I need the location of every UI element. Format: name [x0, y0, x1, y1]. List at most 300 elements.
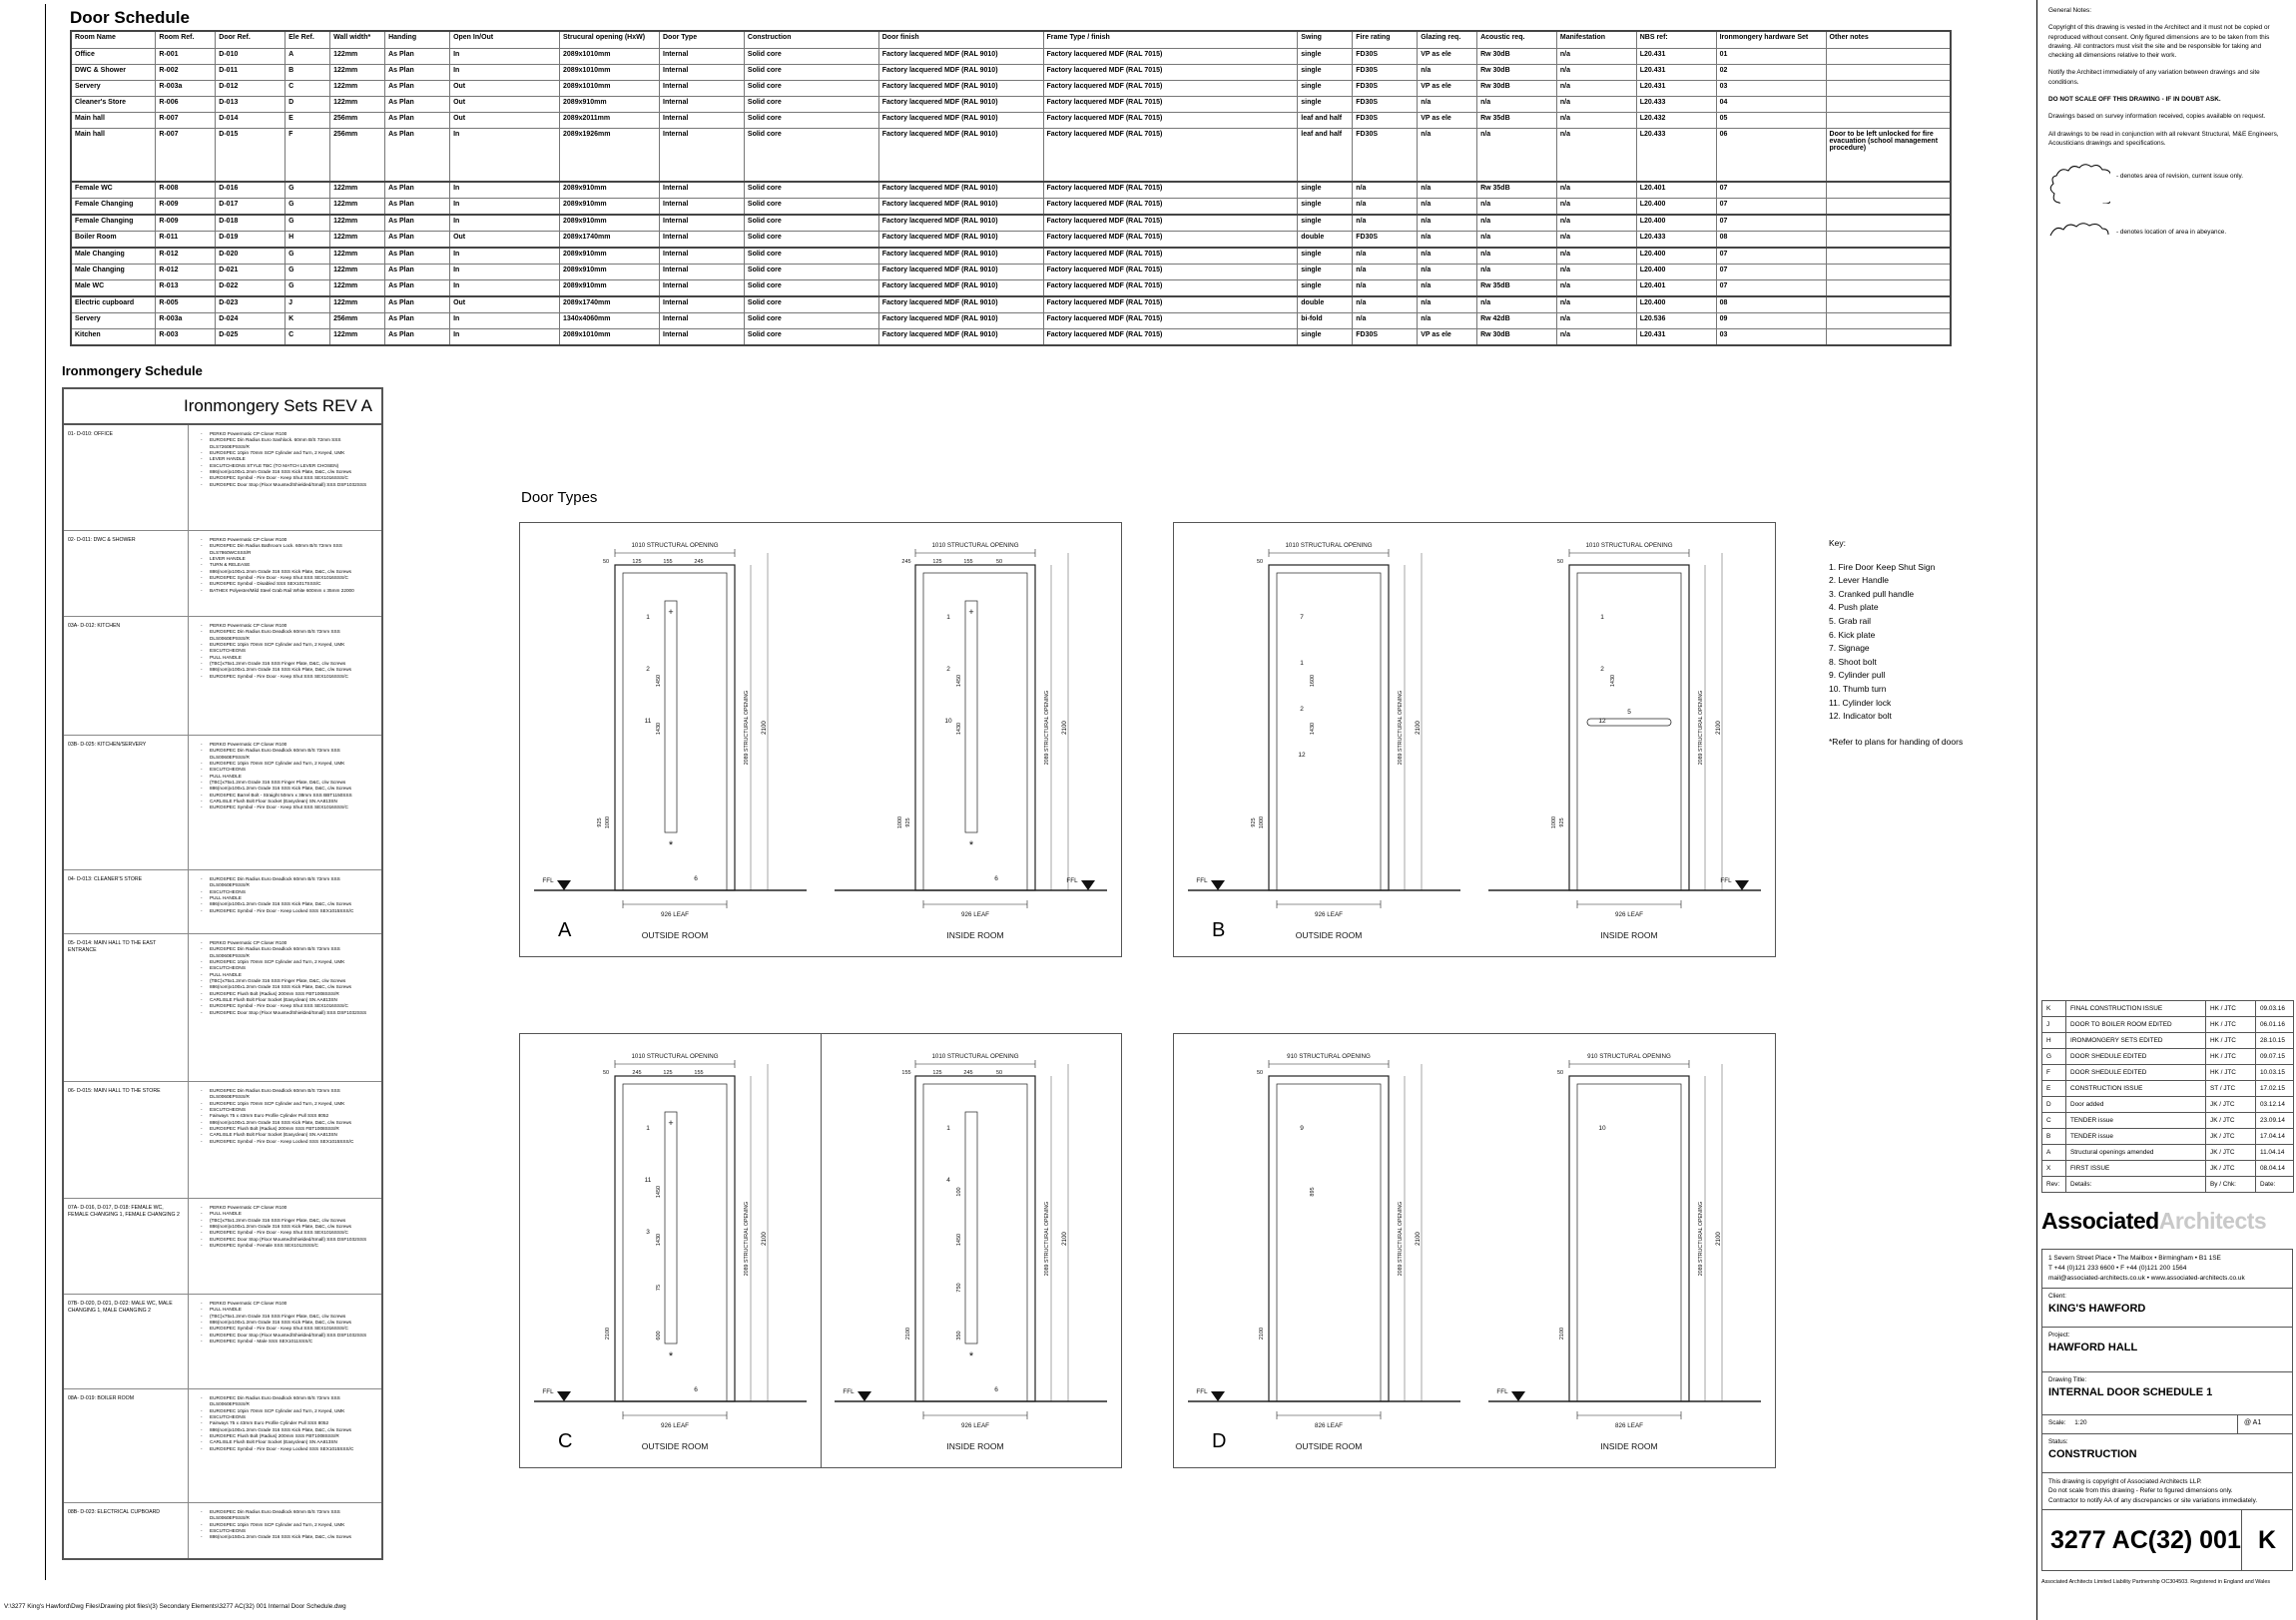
schedule-cell: 2089x910mm	[560, 97, 660, 113]
svg-text:245: 245	[632, 1070, 642, 1076]
schedule-cell: Main hall	[71, 129, 156, 183]
schedule-cell: 2089x910mm	[560, 265, 660, 280]
door-type-panel-a	[519, 522, 1122, 957]
schedule-cell: Internal	[660, 81, 745, 97]
llp-footer: Associated Architects Limited Liability Partnership OC304503. Registered in England and Wales	[2041, 1579, 2271, 1586]
schedule-cell	[1826, 248, 1951, 265]
schedule-cell: Internal	[660, 199, 745, 216]
schedule-cell: Factory lacquered MDF (RAL 7015)	[1043, 65, 1298, 81]
schedule-cell: FD30S	[1353, 232, 1418, 249]
ironmongery-item-text: Fairways 75 x 43mm Euro Profile Cylinder Pull SSS 8052	[210, 1113, 329, 1119]
svg-text:245: 245	[901, 559, 911, 565]
svg-text:2: 2	[946, 666, 950, 673]
svg-text:125: 125	[663, 1070, 673, 1076]
door-type-panel-b	[1173, 522, 1776, 957]
panel-letter: C	[558, 1430, 573, 1452]
revision-table	[2041, 1000, 2294, 1193]
svg-text:1: 1	[1600, 614, 1604, 621]
schedule-cell	[1826, 182, 1951, 199]
schedule-cell: 01	[1716, 49, 1826, 65]
svg-text:INSIDE ROOM: INSIDE ROOM	[946, 1441, 1004, 1451]
svg-text:10: 10	[944, 718, 952, 725]
schedule-cell	[1826, 113, 1951, 129]
svg-text:11: 11	[644, 1177, 652, 1184]
schedule-row	[71, 49, 1951, 65]
schedule-cell: Factory lacquered MDF (RAL 7015)	[1043, 129, 1298, 183]
schedule-cell: Internal	[660, 265, 745, 280]
schedule-cell: L20.400	[1636, 296, 1716, 313]
svg-text:12: 12	[1598, 718, 1606, 725]
schedule-cell: 06	[1716, 129, 1826, 183]
schedule-cell: Solid core	[744, 97, 878, 113]
svg-text:100: 100	[956, 1187, 962, 1197]
bullet-dash: -	[201, 805, 203, 810]
schedule-cell: Out	[450, 232, 560, 249]
revision-row	[2042, 1097, 2294, 1113]
ironmongery-item-text: 886(nom)x150x1.2mm Grade 316 SSS Kick Plate, D&C, c/w Screws	[210, 1534, 351, 1540]
ironmongery-item-text: EUROSPEC Symbol - Female SSS SEX1012SSS/C	[210, 1243, 318, 1249]
scale-value: 1:20	[2074, 1419, 2087, 1427]
schedule-cell: Solid core	[744, 49, 878, 65]
bullet-dash: -	[201, 1307, 203, 1313]
schedule-cell: Servery	[71, 313, 156, 329]
schedule-cell: single	[1298, 265, 1353, 280]
svg-text:FFL: FFL	[843, 1388, 855, 1395]
schedule-cell: Factory lacquered MDF (RAL 7015)	[1043, 313, 1298, 329]
column-header: Open In/Out	[450, 31, 560, 49]
ironmongery-item-text: (TBC)x75x1.2mm Grade 316 SSS Finger Plate, D&C, c/w Screws	[210, 661, 346, 667]
schedule-cell: As Plan	[385, 313, 450, 329]
margin-divider-line	[2036, 0, 2037, 1620]
schedule-cell: single	[1298, 81, 1353, 97]
ironmongery-item-text: EUROSPEC Door Stop (Floor Mounted/Shielded/Small) SSS DSF1032SSS	[210, 481, 367, 487]
ironmongery-item	[201, 908, 377, 914]
ironmongery-table	[62, 387, 383, 1560]
column-header: Door finish	[878, 31, 1043, 49]
svg-text:2089 STRUCTURAL OPENING: 2089 STRUCTURAL OPENING	[744, 1201, 750, 1277]
schedule-row	[71, 113, 1951, 129]
column-header: Handing	[385, 31, 450, 49]
svg-text:*: *	[968, 1350, 974, 1362]
schedule-cell: As Plan	[385, 49, 450, 65]
revision-cell: HK / JTC	[2206, 1017, 2256, 1033]
door-elevation	[1474, 1034, 1775, 1467]
schedule-cell: Factory lacquered MDF (RAL 7015)	[1043, 113, 1298, 129]
schedule-cell: As Plan	[385, 215, 450, 232]
schedule-cell: n/a	[1353, 265, 1418, 280]
bullet-dash: -	[201, 1320, 203, 1326]
column-header: Strucural opening (HxW)	[560, 31, 660, 49]
ironmongery-item-text: CARLISLE Flush Bolt Floor Socket (Easyclean) SN AA813SN	[210, 799, 337, 805]
ironmongery-item-text: (TBC)x75x1.2mm Grade 316 SSS Finger Plate, D&C, c/w Screws	[210, 780, 346, 786]
svg-text:2089 STRUCTURAL OPENING: 2089 STRUCTURAL OPENING	[1398, 1201, 1404, 1277]
svg-text:2100: 2100	[1715, 721, 1722, 735]
ironmongery-item-text: EUROSPEC Din Radius Euro Sashlock. 60mm B/S 72mm SSS DLS7260EPSSS/R	[210, 437, 341, 449]
revision-row	[2042, 1049, 2294, 1065]
schedule-cell: Solid core	[744, 265, 878, 280]
svg-text:1450: 1450	[656, 674, 662, 688]
schedule-cell: n/a	[1418, 280, 1477, 297]
project-name: HAWFORD HALL	[2048, 1342, 2138, 1354]
bullet-dash: -	[201, 475, 203, 481]
address-line-2: T +44 (0)121 233 6600 • F +44 (0)121 200 1564	[2048, 1265, 2187, 1273]
ironmongery-set-items	[188, 1082, 381, 1198]
schedule-cell: VP as ele	[1418, 113, 1477, 129]
bullet-dash: -	[201, 431, 203, 436]
schedule-cell: single	[1298, 49, 1353, 65]
bullet-dash: -	[201, 1088, 203, 1093]
ironmongery-item-text: ESCUTCHEONS	[210, 648, 246, 654]
schedule-cell: n/a	[1477, 97, 1557, 113]
svg-text:+: +	[668, 607, 674, 617]
schedule-cell: As Plan	[385, 182, 450, 199]
schedule-cell: Factory lacquered MDF (RAL 7015)	[1043, 182, 1298, 199]
schedule-cell: Solid core	[744, 280, 878, 297]
ironmongery-item	[201, 437, 377, 450]
key-item: 2. Lever Handle	[1829, 575, 1890, 586]
schedule-cell: Solid core	[744, 182, 878, 199]
schedule-cell: 2089x910mm	[560, 199, 660, 216]
schedule-cell: n/a	[1556, 313, 1636, 329]
svg-text:1430: 1430	[656, 722, 662, 736]
bullet-dash: -	[201, 562, 203, 568]
schedule-cell: Internal	[660, 49, 745, 65]
key-item: 4. Push plate	[1829, 602, 1879, 613]
schedule-cell: single	[1298, 199, 1353, 216]
ironmongery-item	[201, 1010, 377, 1016]
schedule-cell: VP as ele	[1418, 81, 1477, 97]
revision-cloud-legend	[2048, 164, 2288, 204]
svg-text:826 LEAF: 826 LEAF	[1614, 1422, 1644, 1429]
ironmongery-item-text: EUROSPEC Flush Bolt (Radius) 200mm SSS FBT1008SSS/R	[210, 990, 339, 996]
schedule-cell: Internal	[660, 329, 745, 346]
schedule-cell: n/a	[1418, 296, 1477, 313]
schedule-cell: 2089x1010mm	[560, 329, 660, 346]
schedule-cell: As Plan	[385, 113, 450, 129]
svg-text:910 STRUCTURAL OPENING: 910 STRUCTURAL OPENING	[1287, 1053, 1371, 1060]
revision-cell: Structural openings amended	[2066, 1145, 2206, 1161]
ironmongery-item-text: EUROSPEC Din Radius Euro Deadlock 60mm B/S 72mm SSS DLS0060EPSSS/R	[210, 1395, 340, 1407]
ironmongery-item-text: BATHEX Polyester/Mild Steel Grab Rail White 600mm x 35mm 22000	[210, 587, 354, 593]
schedule-cell: In	[450, 313, 560, 329]
svg-text:6: 6	[994, 1386, 998, 1393]
ironmongery-item-text: 886(nom)x100x1.2mm Grade 316 SSS Kick Plate, D&C, c/w Screws	[210, 1320, 351, 1326]
column-header: Wall width*	[330, 31, 385, 49]
schedule-cell: L20.400	[1636, 265, 1716, 280]
bullet-dash: -	[201, 1243, 203, 1249]
schedule-cell: 122mm	[330, 329, 385, 346]
schedule-cell: Office	[71, 49, 156, 65]
schedule-cell: n/a	[1353, 313, 1418, 329]
svg-text:750: 750	[956, 1283, 962, 1293]
bullet-dash: -	[201, 1138, 203, 1144]
door-view-inside	[821, 1034, 1121, 1472]
schedule-cell: Factory lacquered MDF (RAL 9010)	[878, 199, 1043, 216]
svg-text:OUTSIDE ROOM: OUTSIDE ROOM	[1295, 930, 1363, 940]
schedule-cell: Factory lacquered MDF (RAL 7015)	[1043, 248, 1298, 265]
schedule-cell: Male Changing	[71, 248, 156, 265]
ironmongery-item-text: EUROSPEC Symbol - Fire Door - Keep Shut SSS SEX1016SSS/C	[210, 673, 348, 679]
svg-text:1010 STRUCTURAL OPENING: 1010 STRUCTURAL OPENING	[931, 1053, 1019, 1060]
schedule-cell: J	[286, 296, 330, 313]
bullet-dash: -	[201, 792, 203, 798]
schedule-cell: Factory lacquered MDF (RAL 7015)	[1043, 265, 1298, 280]
drawing-title: INTERNAL DOOR SCHEDULE 1	[2048, 1386, 2213, 1399]
schedule-cell: Internal	[660, 296, 745, 313]
svg-text:925: 925	[1559, 817, 1565, 827]
bullet-dash: -	[201, 1113, 203, 1119]
ironmongery-item-text: PULL HANDLE	[210, 971, 242, 977]
bullet-dash: -	[201, 456, 203, 462]
bullet-dash: -	[201, 1528, 203, 1534]
schedule-cell: Factory lacquered MDF (RAL 9010)	[878, 313, 1043, 329]
schedule-cell: Rw 42dB	[1477, 313, 1557, 329]
ironmongery-item-text: EUROSPEC Din Radius Euro Deadlock 60mm B/S 72mm SSS DLS0060EPSSS/R	[210, 1088, 340, 1100]
ironmongery-set-name: 06- D-015: MAIN HALL TO THE STORE	[68, 1088, 161, 1094]
svg-text:50: 50	[1556, 1070, 1564, 1076]
schedule-cell: 122mm	[330, 199, 385, 216]
ironmongery-item-text: PULL HANDLE	[210, 895, 242, 901]
schedule-cell: Internal	[660, 182, 745, 199]
general-notes-title: General Notes:	[2048, 7, 2091, 14]
svg-text:2: 2	[646, 666, 650, 673]
schedule-cell: R-011	[156, 232, 216, 249]
schedule-cell: Male Changing	[71, 265, 156, 280]
door-type-panel-d	[1173, 1033, 1776, 1468]
schedule-cell: single	[1298, 248, 1353, 265]
schedule-cell: 122mm	[330, 97, 385, 113]
ironmongery-set	[64, 735, 381, 869]
schedule-cell: 122mm	[330, 296, 385, 313]
schedule-cell: R-007	[156, 113, 216, 129]
svg-text:1430: 1430	[1610, 674, 1616, 688]
copyright-line-1: This drawing is copyright of Associated Architects LLP.	[2048, 1478, 2202, 1486]
ironmongery-item-text: EUROSPEC Symbol - Fire Door - Keep Locked SSS SEX1015SSS/C	[210, 1138, 354, 1144]
ironmongery-item	[201, 1139, 377, 1145]
column-header: Room Ref.	[156, 31, 216, 49]
schedule-cell: n/a	[1353, 296, 1418, 313]
ironmongery-item-text: (TBC)x75x1.2mm Grade 316 SSS Finger Plate, D&C, c/w Screws	[210, 1217, 346, 1223]
schedule-row	[71, 296, 1951, 313]
bullet-dash: -	[201, 556, 203, 562]
schedule-cell: Factory lacquered MDF (RAL 7015)	[1043, 199, 1298, 216]
bullet-dash: -	[201, 1107, 203, 1113]
schedule-cell: n/a	[1556, 182, 1636, 199]
ironmongery-set-name: 07B- D-020, D-021, D-022: MALE WC, MALE CHANGING 1, MALE CHANGING 2	[68, 1301, 173, 1314]
schedule-row	[71, 265, 1951, 280]
schedule-cell: n/a	[1353, 182, 1418, 199]
title-block	[2041, 1208, 2293, 1585]
svg-text:1010 STRUCTURAL OPENING: 1010 STRUCTURAL OPENING	[631, 542, 719, 549]
schedule-cell: In	[450, 65, 560, 81]
schedule-cell: Female Changing	[71, 215, 156, 232]
general-note-paragraph: Copyright of this drawing is vested in the Architect and it must not be copied or reproduced without consent. Only figured dimensions are to be taken from this drawing. All contractors must visit the site and be responsible for taking and checking all dimensions relative to their work.	[2048, 24, 2270, 60]
bullet-dash: -	[201, 978, 203, 984]
ironmongery-item-text: ESCUTCHEONS	[210, 767, 246, 773]
svg-text:1: 1	[946, 614, 950, 621]
revision-cell: Details:	[2066, 1177, 2206, 1193]
svg-text:926 LEAF: 926 LEAF	[660, 911, 690, 918]
bullet-dash: -	[201, 667, 203, 673]
schedule-cell: Main hall	[71, 113, 156, 129]
bullet-dash: -	[201, 1301, 203, 1306]
schedule-cell: B	[286, 65, 330, 81]
schedule-cell: Factory lacquered MDF (RAL 9010)	[878, 280, 1043, 297]
schedule-cell: 256mm	[330, 113, 385, 129]
schedule-cell: D-019	[216, 232, 286, 249]
revision-cell: 06.01.16	[2256, 1017, 2294, 1033]
schedule-cell: single	[1298, 97, 1353, 113]
revision-cell: HK / JTC	[2206, 1049, 2256, 1065]
schedule-cell: L20.401	[1636, 280, 1716, 297]
schedule-cell: 04	[1716, 97, 1826, 113]
schedule-cell: R-003a	[156, 81, 216, 97]
schedule-cell: 07	[1716, 199, 1826, 216]
ironmongery-set-name: 08B- D-023: ELECTRICAL CUPBOARD	[68, 1509, 161, 1515]
svg-text:155: 155	[694, 1070, 704, 1076]
schedule-cell: In	[450, 49, 560, 65]
svg-text:OUTSIDE ROOM: OUTSIDE ROOM	[641, 1441, 709, 1451]
bullet-dash: -	[201, 876, 203, 881]
schedule-cell: L20.400	[1636, 248, 1716, 265]
key-note: *Refer to plans for handing of doors	[1829, 736, 1964, 747]
bullet-dash: -	[201, 786, 203, 792]
schedule-cell: L20.400	[1636, 215, 1716, 232]
schedule-cell: Solid core	[744, 81, 878, 97]
svg-text:926 LEAF: 926 LEAF	[660, 1422, 690, 1429]
ironmongery-item-text: Fairways 75 x 43mm Euro Profile Cylinder Pull SSS 8052	[210, 1420, 329, 1426]
general-note-paragraph: DO NOT SCALE OFF THIS DRAWING - IF IN DOUBT ASK.	[2048, 95, 2221, 103]
schedule-cell: 1340x4060mm	[560, 313, 660, 329]
ironmongery-item-text: TURN & RELEASE	[210, 562, 251, 568]
svg-text:6: 6	[694, 1386, 698, 1393]
schedule-cell: 2089x1740mm	[560, 232, 660, 249]
ironmongery-item-text: 886(nom)x100x1.2mm Grade 316 SSS Kick Plate, D&C, c/w Screws	[210, 1426, 351, 1432]
ironmongery-item	[201, 1395, 377, 1408]
schedule-cell: R-002	[156, 65, 216, 81]
key-item: 3. Cranked pull handle	[1829, 588, 1915, 599]
ironmongery-item-text: 886(nom)x100x1.2mm Grade 316 SSS Kick Plate, D&C, c/w Screws	[210, 667, 351, 673]
bullet-dash: -	[201, 1230, 203, 1236]
ironmongery-item-text: EUROSPEC 10pin 70mm SCP Cylinder and Turn, 2 Keyed, UMK	[210, 642, 345, 648]
bullet-dash: -	[201, 568, 203, 574]
revision-row	[2042, 1001, 2294, 1017]
svg-text:245: 245	[694, 559, 704, 565]
ironmongery-item-text: EUROSPEC 10pin 70mm SCP Cylinder and Turn, 2 Keyed, UMK	[210, 1407, 345, 1413]
revision-cell: B	[2042, 1129, 2066, 1145]
column-header: Construction	[744, 31, 878, 49]
schedule-cell: 2089x2011mm	[560, 113, 660, 129]
door-type-panel-c	[519, 1033, 1122, 1468]
schedule-cell	[1826, 232, 1951, 249]
schedule-cell: As Plan	[385, 280, 450, 297]
ironmongery-item	[201, 1243, 377, 1249]
scale-label: Scale:	[2048, 1419, 2066, 1427]
svg-text:*: *	[668, 839, 674, 851]
schedule-cell: 122mm	[330, 280, 385, 297]
schedule-cell: 2089x1740mm	[560, 296, 660, 313]
schedule-cell: n/a	[1556, 65, 1636, 81]
ironmongery-title: Ironmongery Schedule	[62, 363, 203, 378]
schedule-cell: G	[286, 265, 330, 280]
column-header: Ironmongery hardware Set	[1716, 31, 1826, 49]
schedule-cell: Solid core	[744, 129, 878, 183]
schedule-cell: In	[450, 280, 560, 297]
bullet-dash: -	[201, 742, 203, 747]
schedule-cell: C	[286, 81, 330, 97]
svg-text:1000: 1000	[1259, 815, 1265, 829]
bullet-dash: -	[201, 1132, 203, 1138]
ironmongery-item-text: EUROSPEC Symbol - Fire Door - Keep Shut SSS SEX1016SSS/C	[210, 475, 348, 481]
schedule-cell: As Plan	[385, 248, 450, 265]
schedule-cell: FD30S	[1353, 97, 1418, 113]
bullet-dash: -	[201, 1119, 203, 1125]
svg-text:155: 155	[901, 1070, 911, 1076]
svg-text:INSIDE ROOM: INSIDE ROOM	[1600, 930, 1658, 940]
ironmongery-item-text: PERKO Powermatic CP Closer R100	[210, 940, 287, 945]
svg-text:2100: 2100	[761, 1232, 768, 1246]
key-title: Key:	[1829, 538, 1847, 548]
door-elevation	[1474, 523, 1775, 956]
schedule-cell: Internal	[660, 215, 745, 232]
svg-text:75: 75	[656, 1284, 662, 1292]
door-elevation	[1174, 523, 1474, 956]
schedule-cell: FD30S	[1353, 329, 1418, 346]
schedule-cell	[1826, 65, 1951, 81]
svg-text:50: 50	[602, 559, 610, 565]
ironmongery-set-items	[188, 1503, 381, 1558]
schedule-cell: 08	[1716, 296, 1826, 313]
svg-text:925: 925	[597, 817, 603, 827]
schedule-cell: R-005	[156, 296, 216, 313]
schedule-cell: As Plan	[385, 296, 450, 313]
column-header: Swing	[1298, 31, 1353, 49]
bullet-dash: -	[201, 654, 203, 660]
bullet-dash: -	[201, 895, 203, 901]
schedule-cell: Solid core	[744, 313, 878, 329]
schedule-cell: double	[1298, 232, 1353, 249]
ironmongery-item-text: CARLISLE Flush Bolt Floor Socket (Easyclean) SN AA813SN	[210, 1439, 337, 1445]
svg-text:926 LEAF: 926 LEAF	[960, 911, 990, 918]
svg-text:1450: 1450	[656, 1185, 662, 1199]
ironmongery-item-text: EUROSPEC 10pin 70mm SCP Cylinder and Turn, 2 Keyed, UMK	[210, 959, 345, 965]
svg-text:926 LEAF: 926 LEAF	[1314, 911, 1344, 918]
schedule-cell: D-012	[216, 81, 286, 97]
svg-text:2089 STRUCTURAL OPENING: 2089 STRUCTURAL OPENING	[1044, 1201, 1050, 1277]
schedule-cell: Factory lacquered MDF (RAL 7015)	[1043, 49, 1298, 65]
bullet-dash: -	[201, 481, 203, 487]
paper-size: @ A1	[2237, 1415, 2292, 1433]
svg-text:FFL: FFL	[1196, 877, 1208, 884]
schedule-cell: G	[286, 199, 330, 216]
svg-text:2: 2	[1300, 706, 1304, 713]
revision-row	[2042, 1033, 2294, 1049]
schedule-cell: leaf and half	[1298, 129, 1353, 183]
bullet-dash: -	[201, 1236, 203, 1242]
revision-cell: FIRST ISSUE	[2066, 1161, 2206, 1177]
bullet-dash: -	[201, 997, 203, 1003]
schedule-cell: n/a	[1418, 232, 1477, 249]
ironmongery-item-text: EUROSPEC Symbol - Male SSS SEX1011SSS/C	[210, 1339, 313, 1345]
schedule-cell: Factory lacquered MDF (RAL 9010)	[878, 215, 1043, 232]
ironmongery-item-text: EUROSPEC Door Stop (Floor Mounted/Shielded/Small) SSS DSF1032SSS	[210, 1009, 367, 1015]
ironmongery-item	[201, 482, 377, 488]
ironmongery-item-text: EUROSPEC 10pin 70mm SCP Cylinder and Turn, 2 Keyed, UMK	[210, 450, 345, 456]
schedule-cell: In	[450, 265, 560, 280]
schedule-cell: Factory lacquered MDF (RAL 7015)	[1043, 280, 1298, 297]
ironmongery-item-text: EUROSPEC Flush Bolt (Radius) 200mm SSS FBT1008SSS/R	[210, 1126, 339, 1132]
revision-cell: 11.04.14	[2256, 1145, 2294, 1161]
